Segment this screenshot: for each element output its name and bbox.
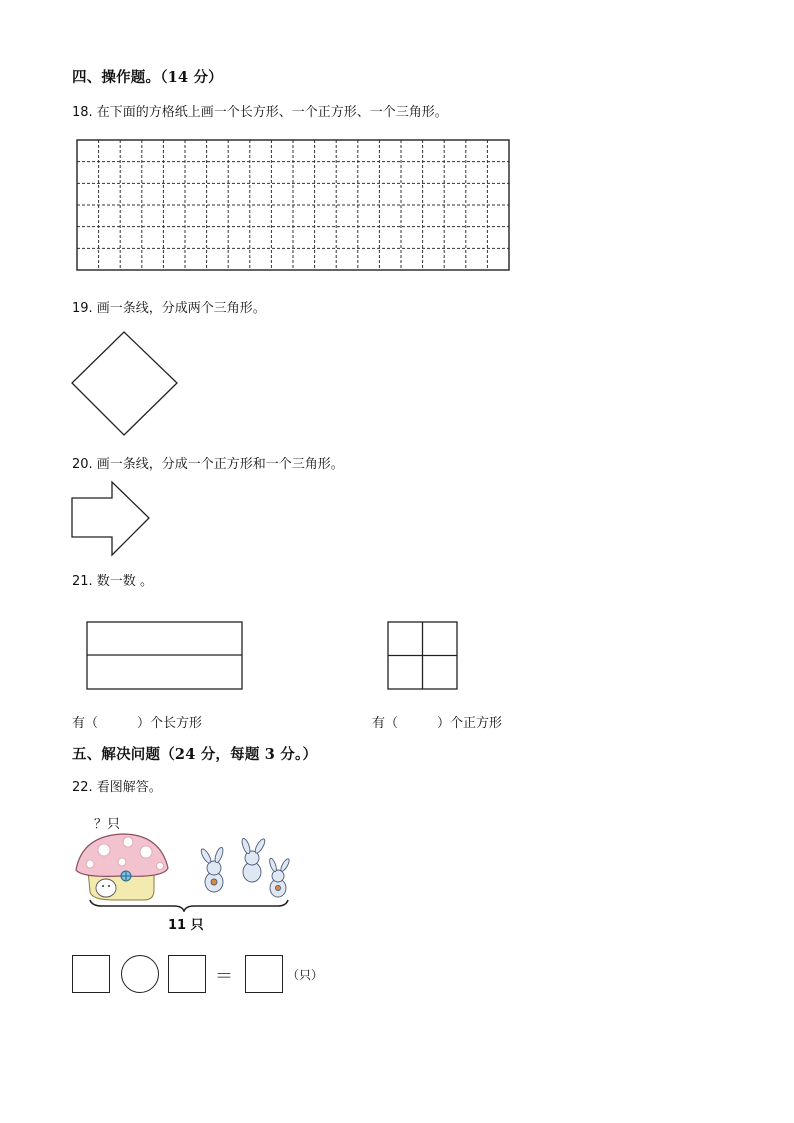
grid-paper[interactable] <box>76 139 510 271</box>
section-4-heading: 四、操作题。（14 分） <box>72 69 223 86</box>
rabbit-1-icon <box>199 846 224 892</box>
mushroom-house-icon <box>76 834 168 900</box>
equals-sign: ＝ <box>215 966 233 987</box>
unknown-count-label: ？只 <box>94 817 121 832</box>
rabbit-2-icon <box>240 837 266 882</box>
total-count-label: 11 只 <box>168 918 204 933</box>
total-brace <box>90 900 288 911</box>
arrow-pentagon-shape[interactable] <box>70 480 152 558</box>
rectangles-figure <box>86 621 244 691</box>
rectangle-count-answer[interactable]: 有（ ）个长方形 <box>72 716 203 731</box>
section-5-heading: 五、解决问题（24 分，每题 3 分。） <box>72 746 318 763</box>
square-count-answer[interactable]: 有（ ）个正方形 <box>372 716 503 731</box>
mushroom-rabbits-illustration <box>74 830 300 912</box>
question-21-text: 21. 数一数 。 <box>72 574 153 589</box>
equation-box-1[interactable] <box>72 955 110 993</box>
question-22-text: 22. 看图解答。 <box>72 780 162 795</box>
rabbit-3-icon <box>268 858 290 897</box>
question-18-text: 18. 在下面的方格纸上画一个长方形、一个正方形、一个三角形。 <box>72 105 448 120</box>
operator-circle[interactable] <box>121 955 159 993</box>
grid-dashed-lines <box>77 140 509 270</box>
equation-result-box[interactable] <box>245 955 283 993</box>
diamond-shape[interactable] <box>70 330 180 438</box>
question-19-text: 19. 画一条线，分成两个三角形。 <box>72 301 266 316</box>
squares-figure <box>387 621 459 691</box>
unit-label: （只） <box>287 968 324 982</box>
question-20-text: 20. 画一条线，分成一个正方形和一个三角形。 <box>72 457 344 472</box>
equation-box-2[interactable] <box>168 955 206 993</box>
